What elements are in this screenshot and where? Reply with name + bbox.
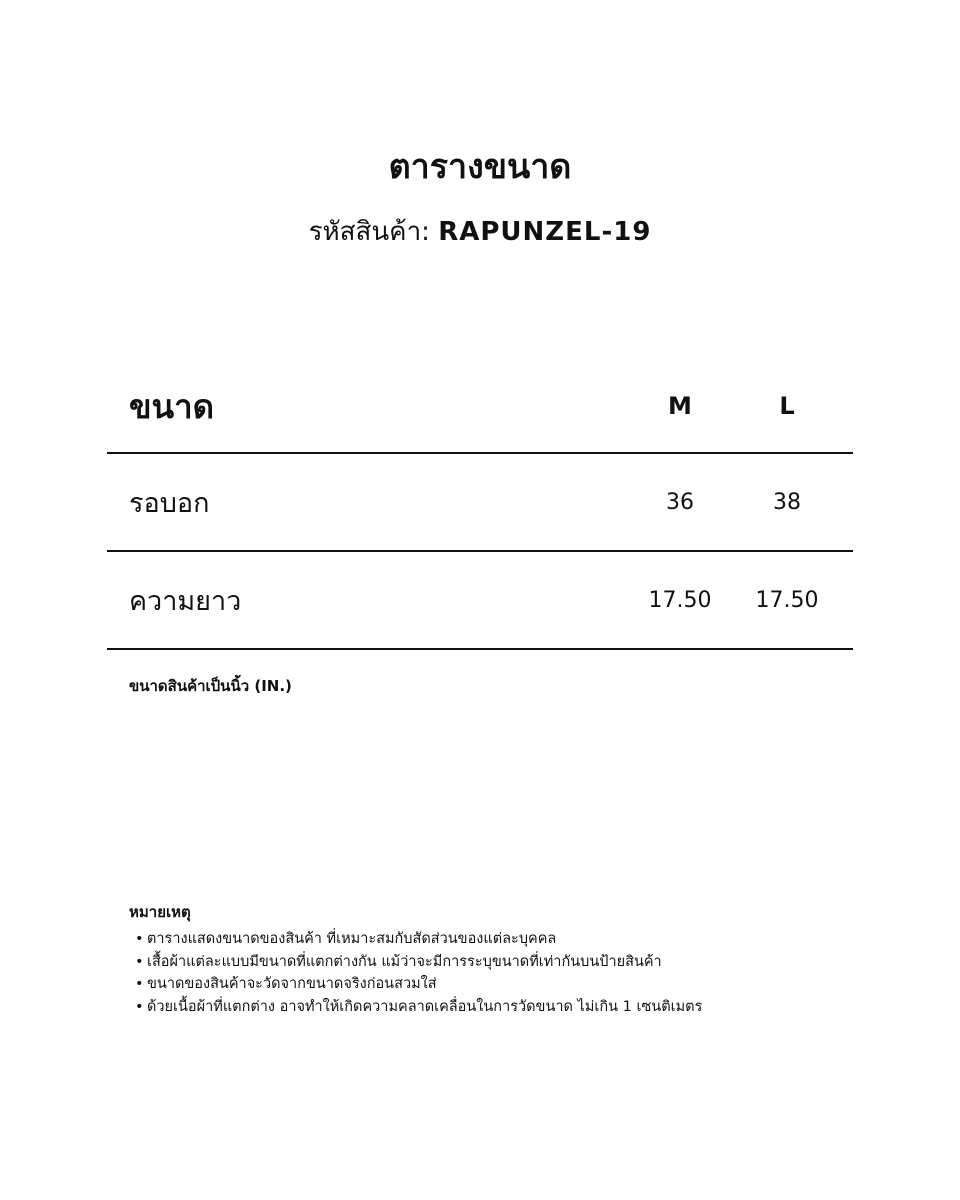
unit-note: ขนาดสินค้าเป็นนิ้ว (IN.) [129, 677, 292, 695]
row-label-chest: รอบอก [129, 487, 210, 519]
product-code-value: RAPUNZEL-19 [438, 217, 652, 247]
list-item [129, 928, 869, 951]
list-item [129, 996, 869, 1019]
list-item [129, 951, 869, 974]
row-chest-m: 36 [666, 489, 694, 515]
size-table-header [107, 375, 853, 452]
bullet-icon: • [135, 931, 144, 947]
table-row [107, 552, 853, 648]
list-item [129, 973, 869, 996]
remarks-list [129, 928, 869, 1018]
remark-text: ตารางแสดงขนาดของสินค้า ที่เหมาะสมกับสัดส่วนของแต่ละบุคคล [147, 931, 557, 947]
size-header-m: M [668, 392, 692, 420]
row-chest-l: 38 [773, 489, 801, 515]
bullet-icon: • [135, 953, 144, 970]
bullet-icon: • [135, 998, 144, 1015]
size-table [107, 375, 853, 650]
size-header-l: L [779, 392, 795, 420]
bullet-icon: • [135, 976, 144, 992]
table-row [107, 454, 853, 550]
remarks-title: หมายเหตุ [129, 903, 191, 921]
product-code [0, 212, 960, 252]
remark-text: เสื้อผ้าแต่ละแบบมีขนาดที่แตกต่างกัน แม้ว่าจะมีการระบุขนาดที่เท่ากันบนป้ายสินค้า [147, 953, 662, 970]
remark-text: ด้วยเนื้อผ้าที่แตกต่าง อาจทำให้เกิดความคลาดเคลื่อนในการวัดขนาด ไม่เกิน 1 เซนติเมตร [147, 998, 703, 1015]
product-code-label: รหัสสินค้า: [308, 217, 430, 247]
page-title: ตารางขนาด [388, 147, 572, 187]
remark-text: ขนาดของสินค้าจะวัดจากขนาดจริงก่อนสวมใส่ [147, 976, 437, 992]
row-length-l: 17.50 [755, 587, 819, 613]
size-header-label: ขนาด [129, 386, 215, 426]
remarks-section [129, 900, 869, 1018]
table-divider [107, 648, 853, 650]
row-length-m: 17.50 [648, 587, 712, 613]
row-label-length: ความยาว [129, 585, 242, 617]
